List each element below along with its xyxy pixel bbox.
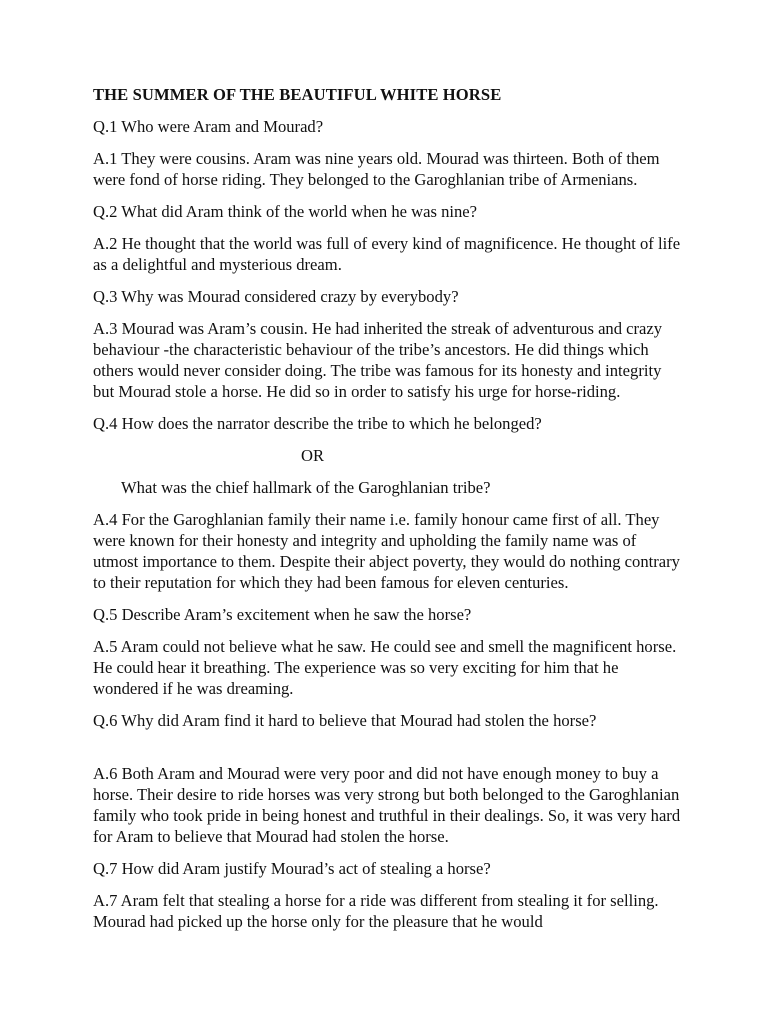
question-4: Q.4 How does the narrator describe the tribe to which he belonged? [93,414,542,433]
blank-line [93,742,683,763]
question-2: Q.2 What did Aram think of the world when he was nine? [93,202,478,221]
answer-1: A.1 They were cousins. Aram was nine years old. Mourad was thirteen. Both of them were fond of horse riding. They belonged to the Garoghlanian tribe of Armenians. [93,149,660,189]
answer-6: A.6 Both Aram and Mourad were very poor and did not have enough money to buy a horse. Their desire to ride horses was very strong but both belonged to the Garoghlanian family who took pride in being honest and truthful in their dealings. So, it was very hard for Aram to believe that Mourad had stolen the horse. [93,764,681,846]
answer-2: A.2 He thought that the world was full of every kind of magnificence. He thought of life as a delightful and mysterious dream. [93,234,681,274]
question-7: Q.7 How did Aram justify Mourad’s act of stealing a horse? [93,859,491,878]
or-separator: OR [301,446,325,465]
answer-5: A.5 Aram could not believe what he saw. He could see and smell the magnificent horse. He could hear it breathing. The experience was so very exciting for him that he wondered if he was dreaming. [93,637,677,698]
question-6: Q.6 Why did Aram find it hard to believe that Mourad had stolen the horse? [93,711,597,730]
question-1: Q.1 Who were Aram and Mourad? [93,117,324,136]
question-5: Q.5 Describe Aram’s excitement when he saw the horse? [93,605,472,624]
answer-4: A.4 For the Garoghlanian family their name i.e. family honour came first of all. They were known for their honesty and integrity and upholding the family name was of utmost importance to them. Despite their abject poverty, they would do nothing contrary to their reputation for which they had been famous for eleven centuries. [93,510,680,592]
document-page [93,84,683,943]
question-3: Q.3 Why was Mourad considered crazy by everybody? [93,287,459,306]
question-4-alternate: What was the chief hallmark of the Garoghlanian tribe? [121,478,491,497]
document-title: THE SUMMER OF THE BEAUTIFUL WHITE HORSE [93,85,502,104]
answer-7: A.7 Aram felt that stealing a horse for a ride was different from stealing it for selling. Mourad had picked up the horse only for the pleasure that he would [93,891,659,931]
answer-3: A.3 Mourad was Aram’s cousin. He had inherited the streak of adventurous and crazy behaviour -the characteristic behaviour of the tribe’s ancestors. He did things which others would never consider doing. The tribe was famous for its honesty and integrity but Mourad stole a horse. He did so in order to satisfy his urge for horse-riding. [93,319,663,401]
